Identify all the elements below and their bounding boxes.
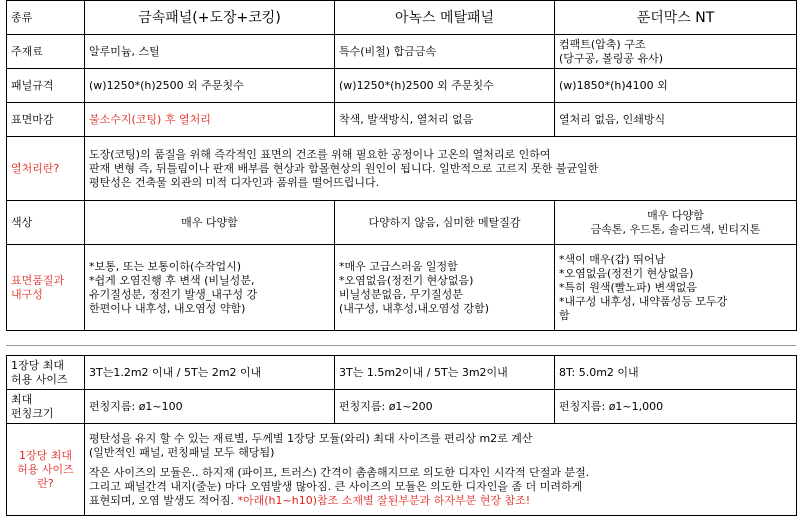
row-label-size-explain: 1장당 최대 허용 사이즈 란? xyxy=(7,424,85,516)
row-label-main-material: 주재료 xyxy=(7,35,85,69)
cell-heat-treatment-text: 도장(코팅)의 품질을 위해 즉각적인 표면의 건조를 위해 필요한 공정이나 고온의 열처리로 인하여 판재 변형 즉, 뒤틀림이나 판재 배부름 현상과 함몰현상의 원인이 됩니다. 일반적으로 고르지 못한 불균일한 평탄성은 건축물 외관의 미적 디자인과 품위를 떨어뜨립니다. xyxy=(85,137,797,201)
cell-surface-quality-col1: *보통, 또는 보통이하(수작업시) *쉽게 오염진행 후 변색 (비닐성분, 유기질성분, 정전기 발생_내구성 강 한편이나 내후성, 내오염성 약함) xyxy=(85,245,335,331)
cell-max-size-col1: 3T는1.2m2 이내 / 5T는 2m2 이내 xyxy=(85,356,335,390)
table-row-surface-quality xyxy=(7,245,797,331)
cell-max-size-col2: 3T는 1.5m2이내 / 5T는 3m2이내 xyxy=(335,356,555,390)
table-row-panel-size xyxy=(7,69,797,103)
row-label-max-size: 1장당 최대 허용 사이즈 xyxy=(7,356,85,390)
comparison-table-size xyxy=(6,355,797,516)
header-fundermax-nt: 푼더막스 NT xyxy=(555,1,797,35)
header-anox-metal-panel: 아녹스 메탈패널 xyxy=(335,1,555,35)
cell-surface-finish-col3: 열처리 없음, 인쇄방식 xyxy=(555,103,797,137)
header-metal-panel: 금속패널(+도장+코킹) xyxy=(85,1,335,35)
table-row-surface-finish xyxy=(7,103,797,137)
row-label-max-punching: 최대 펀칭크기 xyxy=(7,390,85,424)
cell-surface-finish-col2: 착색, 발색방식, 열처리 없음 xyxy=(335,103,555,137)
cell-max-punching-col3: 펀칭지름: ø1~1,000 xyxy=(555,390,797,424)
table-row-max-size xyxy=(7,356,797,390)
cell-max-size-col3: 8T: 5.0m2 이내 xyxy=(555,356,797,390)
table-row-main-material xyxy=(7,35,797,69)
row-label-surface-quality: 표면품질과 내구성 xyxy=(7,245,85,331)
row-label-heat-treatment: 열처리란? xyxy=(7,137,85,201)
explain-paragraph-1: 평탄성을 유지 할 수 있는 재료별, 두께별 1장당 모듈(와리) 최대 사이즈를 편리상 m2로 계산 (일반적인 패널, 펀칭패널 모두 해당됨) xyxy=(89,431,533,459)
cell-panel-size-col3: (w)1850*(h)4100 외 xyxy=(555,69,797,103)
cell-main-material-col3: 컴팩트(압축) 구조 (당구공, 볼링공 유사) xyxy=(555,35,797,69)
explain-paragraph-2: 작은 사이즈의 모듈은.. 하지재 (파이프, 트러스) 간격이 촘촘해지므로 의도한 디자인 시각적 단절과 분절. 그리고 패널간격 내지(줄눈) 마다 오염발생 많아짐. 큰 사이즈의 모듈은 의도한 디자인을 좀 더 미려하게 표현되며, 오염 발생도 적어짐. xyxy=(89,465,590,507)
cell-surface-finish-col1: 불소수지(코팅) 후 열처리 xyxy=(85,103,335,137)
cell-size-explain xyxy=(85,424,797,516)
cell-main-material-col2: 특수(비철) 합금금속 xyxy=(335,35,555,69)
cell-color-col1: 매우 다양함 xyxy=(85,201,335,245)
row-label-panel-size: 패널규격 xyxy=(7,69,85,103)
cell-panel-size-col1: (w)1250*(h)2500 외 주문칫수 xyxy=(85,69,335,103)
cell-color-col3: 매우 다양함 금속톤, 우드톤, 솔리드색, 빈티지톤 xyxy=(555,201,797,245)
table-separator xyxy=(6,345,796,346)
table-row-color xyxy=(7,201,797,245)
cell-max-punching-col2: 펀칭지름: ø1~200 xyxy=(335,390,555,424)
cell-surface-quality-col2: *매우 고급스러움 일정함 *오염없음(정전기 현상없음) 비닐성분없음, 무기질성분 (내구성, 내후성,내오염성 강함) xyxy=(335,245,555,331)
table-row-heat-treatment xyxy=(7,137,797,201)
table-row-size-explain xyxy=(7,424,797,516)
row-label-type: 종류 xyxy=(7,1,85,35)
table-row-max-punching xyxy=(7,390,797,424)
cell-surface-quality-col3: *색이 매우(갑) 뛰어남 *오염없음(정전기 현상없음) *특히 원색(빨노파) 변색없음 *내구성 내후성, 내약품성등 모두강 함 xyxy=(555,245,797,331)
cell-max-punching-col1: 펀칭지름: ø1~100 xyxy=(85,390,335,424)
comparison-table-main xyxy=(6,0,797,331)
table-row-header xyxy=(7,1,797,35)
cell-main-material-col1: 알루미늄, 스틸 xyxy=(85,35,335,69)
explain-note: *아래(h1~h10)참조 소재별 잘된부분과 하자부분 현장 참조! xyxy=(234,493,531,507)
cell-panel-size-col2: (w)1250*(h)2500 외 주문칫수 xyxy=(335,69,555,103)
row-label-color: 색상 xyxy=(7,201,85,245)
cell-color-col2: 다양하지 않음, 심미한 메탈질감 xyxy=(335,201,555,245)
row-label-surface-finish: 표면마감 xyxy=(7,103,85,137)
